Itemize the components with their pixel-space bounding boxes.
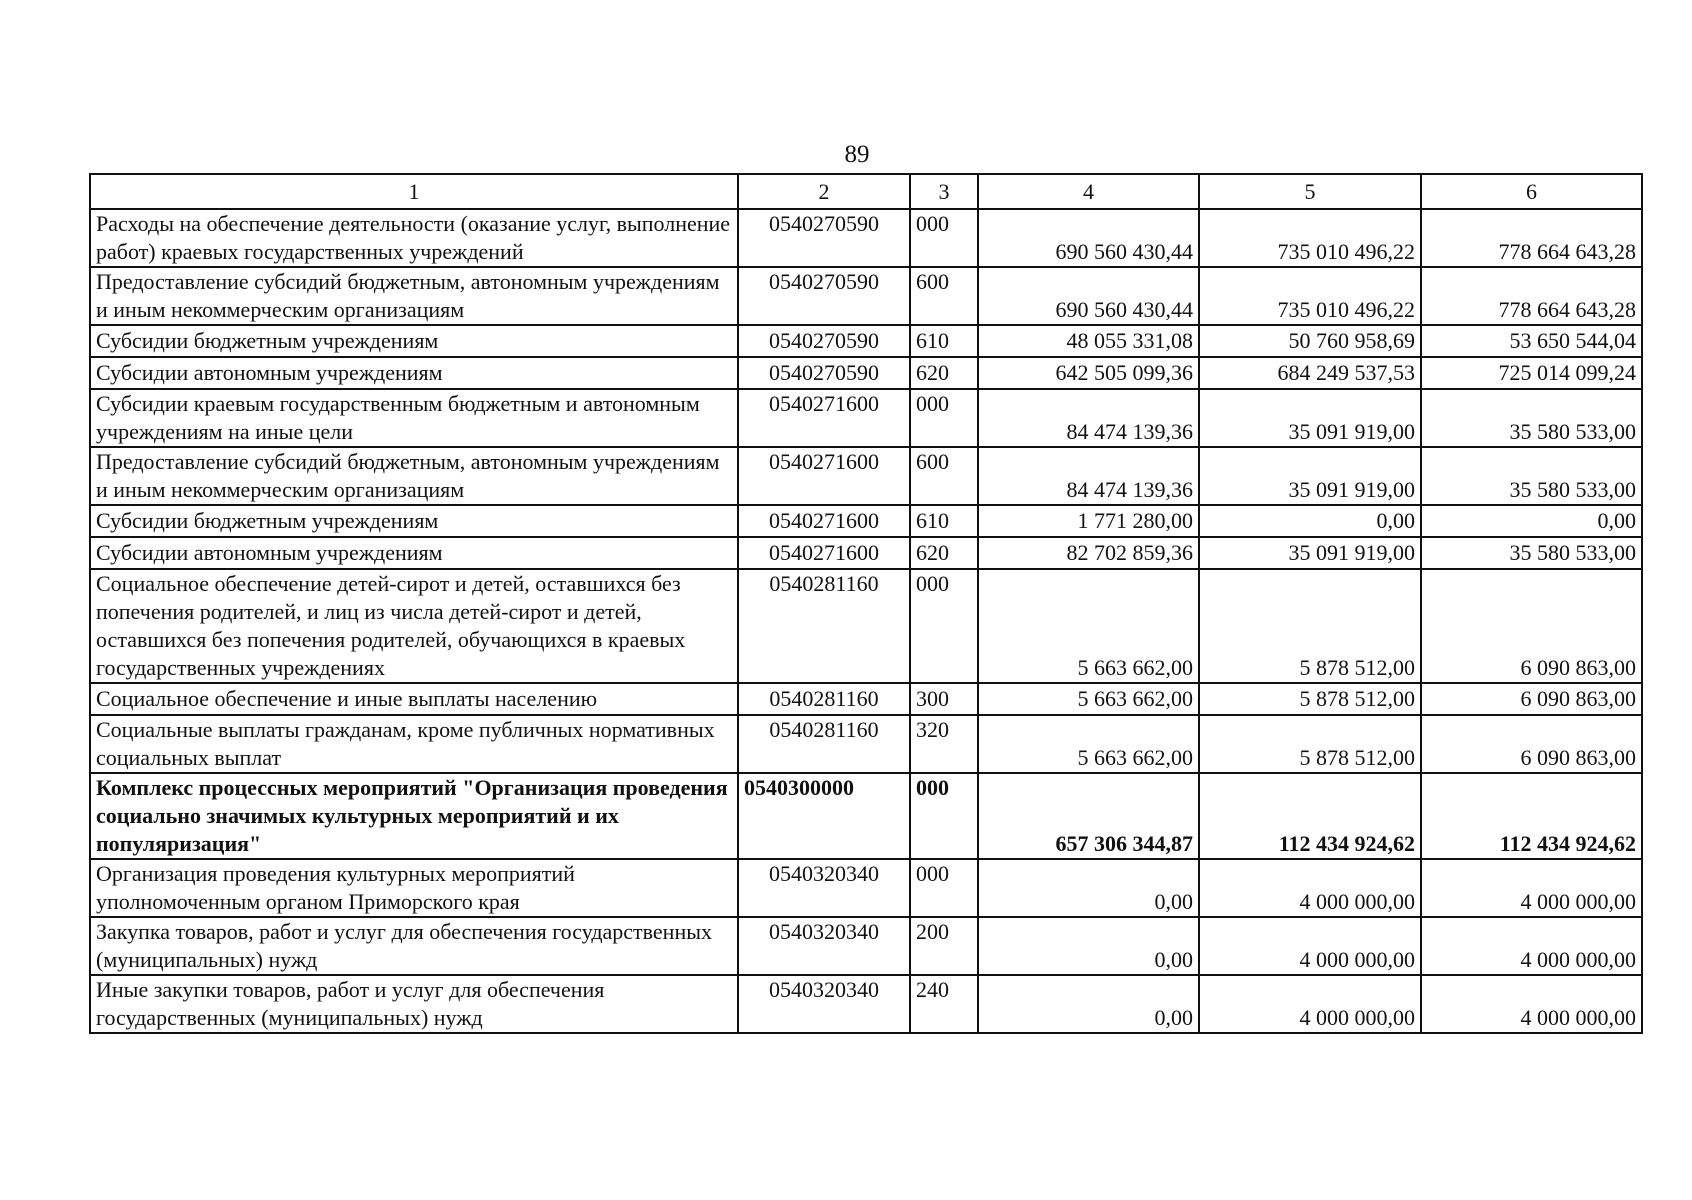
row-name-cell: Предоставление субсидий бюджетным, автономным учреждениям и иным некоммерческим организациям (90, 447, 738, 505)
row-kvr-cell: 000 (910, 209, 978, 267)
row-amount-col4-cell: 642 505 099,36 (978, 357, 1199, 389)
row-name-cell: Социальное обеспечение детей-сирот и детей, оставшихся без попечения родителей, и лиц из числа детей-сирот и детей, оставшихся без попечения родителей, обучающихся в краевых государственных учреждениях (90, 569, 738, 683)
row-code-cell: 0540271600 (738, 537, 910, 569)
row-code-cell: 0540320340 (738, 975, 910, 1033)
row-amount-col5-cell: 684 249 537,53 (1199, 357, 1421, 389)
row-amount-col4-cell: 84 474 139,36 (978, 389, 1199, 447)
column-header-3: 3 (910, 174, 978, 209)
row-amount-col4-cell: 690 560 430,44 (978, 267, 1199, 325)
row-amount-col6-cell: 35 580 533,00 (1421, 537, 1642, 569)
row-name-cell: Социальные выплаты гражданам, кроме публичных нормативных социальных выплат (90, 715, 738, 773)
table-row (90, 389, 1642, 447)
row-kvr-cell: 200 (910, 917, 978, 975)
row-amount-col5-cell: 5 878 512,00 (1199, 569, 1421, 683)
table-row (90, 715, 1642, 773)
row-amount-col5-cell: 735 010 496,22 (1199, 267, 1421, 325)
row-code-cell: 0540320340 (738, 917, 910, 975)
row-code-cell: 0540270590 (738, 325, 910, 357)
row-amount-col4-cell: 1 771 280,00 (978, 505, 1199, 537)
table-row (90, 773, 1642, 859)
row-name-cell: Социальное обеспечение и иные выплаты населению (90, 683, 738, 715)
row-amount-col6-cell: 6 090 863,00 (1421, 569, 1642, 683)
row-amount-col5-cell: 112 434 924,62 (1199, 773, 1421, 859)
row-amount-col6-cell: 0,00 (1421, 505, 1642, 537)
column-header-6: 6 (1421, 174, 1642, 209)
row-kvr-cell: 000 (910, 859, 978, 917)
table-row (90, 357, 1642, 389)
column-header-4: 4 (978, 174, 1199, 209)
row-kvr-cell: 000 (910, 569, 978, 683)
column-header-2: 2 (738, 174, 910, 209)
row-amount-col6-cell: 53 650 544,04 (1421, 325, 1642, 357)
row-kvr-cell: 300 (910, 683, 978, 715)
row-name-cell: Субсидии автономным учреждениям (90, 357, 738, 389)
row-name-cell: Субсидии автономным учреждениям (90, 537, 738, 569)
page-number: 89 (844, 141, 870, 168)
row-amount-col6-cell: 778 664 643,28 (1421, 267, 1642, 325)
budget-table-body (90, 174, 1642, 1033)
row-amount-col4-cell: 84 474 139,36 (978, 447, 1199, 505)
row-amount-col5-cell: 50 760 958,69 (1199, 325, 1421, 357)
row-amount-col4-cell: 5 663 662,00 (978, 569, 1199, 683)
row-name-cell: Иные закупки товаров, работ и услуг для обеспечения государственных (муниципальных) нужд (90, 975, 738, 1033)
row-code-cell: 0540271600 (738, 389, 910, 447)
table-row (90, 209, 1642, 267)
row-amount-col5-cell: 35 091 919,00 (1199, 537, 1421, 569)
row-amount-col6-cell: 6 090 863,00 (1421, 683, 1642, 715)
row-amount-col4-cell: 0,00 (978, 859, 1199, 917)
row-code-cell: 0540281160 (738, 569, 910, 683)
row-code-cell: 0540271600 (738, 505, 910, 537)
row-code-cell: 0540320340 (738, 859, 910, 917)
row-kvr-cell: 620 (910, 537, 978, 569)
row-name-cell: Субсидии краевым государственным бюджетным и автономным учреждениям на иные цели (90, 389, 738, 447)
row-amount-col5-cell: 4 000 000,00 (1199, 917, 1421, 975)
row-kvr-cell: 620 (910, 357, 978, 389)
row-amount-col6-cell: 35 580 533,00 (1421, 389, 1642, 447)
row-amount-col4-cell: 0,00 (978, 975, 1199, 1033)
row-amount-col6-cell: 35 580 533,00 (1421, 447, 1642, 505)
row-code-cell: 0540271600 (738, 447, 910, 505)
row-amount-col4-cell: 48 055 331,08 (978, 325, 1199, 357)
table-row (90, 859, 1642, 917)
table-row (90, 267, 1642, 325)
row-code-cell: 0540300000 (738, 773, 910, 859)
row-amount-col6-cell: 778 664 643,28 (1421, 209, 1642, 267)
row-name-cell: Предоставление субсидий бюджетным, автономным учреждениям и иным некоммерческим организациям (90, 267, 738, 325)
row-amount-col6-cell: 4 000 000,00 (1421, 975, 1642, 1033)
row-amount-col4-cell: 82 702 859,36 (978, 537, 1199, 569)
table-row (90, 917, 1642, 975)
row-name-cell: Комплекс процессных мероприятий "Организация проведения социально значимых культурных мероприятий и их популяризация" (90, 773, 738, 859)
row-kvr-cell: 600 (910, 267, 978, 325)
row-kvr-cell: 000 (910, 773, 978, 859)
row-amount-col5-cell: 5 878 512,00 (1199, 683, 1421, 715)
column-header-5: 5 (1199, 174, 1421, 209)
row-amount-col6-cell: 6 090 863,00 (1421, 715, 1642, 773)
row-kvr-cell: 000 (910, 389, 978, 447)
row-code-cell: 0540270590 (738, 209, 910, 267)
row-kvr-cell: 610 (910, 325, 978, 357)
table-row (90, 537, 1642, 569)
row-amount-col6-cell: 112 434 924,62 (1421, 773, 1642, 859)
row-amount-col5-cell: 0,00 (1199, 505, 1421, 537)
table-header-row (90, 174, 1642, 209)
row-code-cell: 0540270590 (738, 357, 910, 389)
row-amount-col4-cell: 5 663 662,00 (978, 683, 1199, 715)
row-name-cell: Субсидии бюджетным учреждениям (90, 325, 738, 357)
row-amount-col4-cell: 657 306 344,87 (978, 773, 1199, 859)
row-amount-col6-cell: 725 014 099,24 (1421, 357, 1642, 389)
table-row (90, 569, 1642, 683)
row-name-cell: Закупка товаров, работ и услуг для обеспечения государственных (муниципальных) нужд (90, 917, 738, 975)
row-amount-col4-cell: 690 560 430,44 (978, 209, 1199, 267)
row-code-cell: 0540281160 (738, 715, 910, 773)
row-code-cell: 0540270590 (738, 267, 910, 325)
row-amount-col5-cell: 4 000 000,00 (1199, 975, 1421, 1033)
row-kvr-cell: 240 (910, 975, 978, 1033)
row-amount-col4-cell: 0,00 (978, 917, 1199, 975)
row-amount-col5-cell: 35 091 919,00 (1199, 447, 1421, 505)
row-amount-col5-cell: 35 091 919,00 (1199, 389, 1421, 447)
row-code-cell: 0540281160 (738, 683, 910, 715)
table-row (90, 505, 1642, 537)
row-kvr-cell: 600 (910, 447, 978, 505)
row-name-cell: Расходы на обеспечение деятельности (оказание услуг, выполнение работ) краевых государственных учреждений (90, 209, 738, 267)
column-header-1: 1 (90, 174, 738, 209)
row-amount-col5-cell: 735 010 496,22 (1199, 209, 1421, 267)
row-amount-col4-cell: 5 663 662,00 (978, 715, 1199, 773)
table-row (90, 683, 1642, 715)
row-amount-col5-cell: 4 000 000,00 (1199, 859, 1421, 917)
row-amount-col6-cell: 4 000 000,00 (1421, 859, 1642, 917)
row-name-cell: Организация проведения культурных мероприятий уполномоченным органом Приморского края (90, 859, 738, 917)
row-kvr-cell: 320 (910, 715, 978, 773)
table-row (90, 447, 1642, 505)
row-amount-col6-cell: 4 000 000,00 (1421, 917, 1642, 975)
row-kvr-cell: 610 (910, 505, 978, 537)
row-name-cell: Субсидии бюджетным учреждениям (90, 505, 738, 537)
budget-table (89, 173, 1643, 1034)
table-row (90, 975, 1642, 1033)
row-amount-col5-cell: 5 878 512,00 (1199, 715, 1421, 773)
table-row (90, 325, 1642, 357)
